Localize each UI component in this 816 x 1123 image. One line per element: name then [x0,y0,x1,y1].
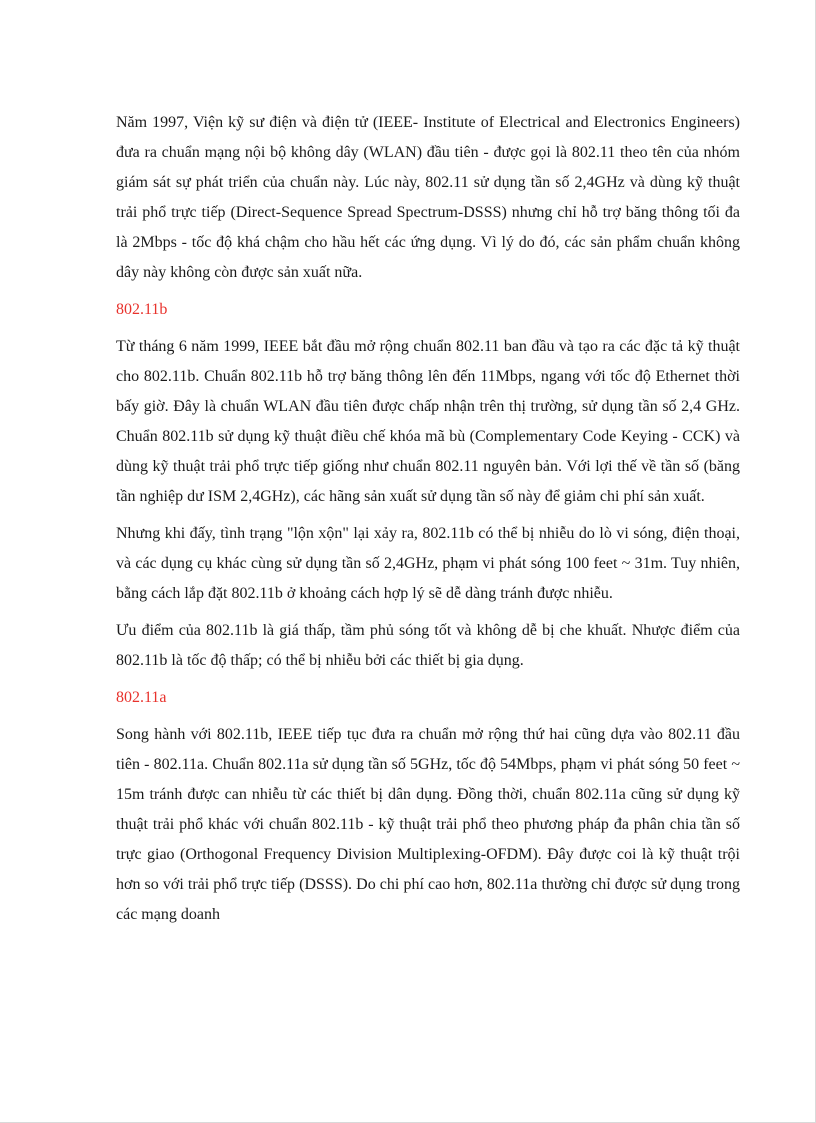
paragraph-ieee-802-11-intro: Năm 1997, Viện kỹ sư điện và điện tử (IEEE- Institute of Electrical and Electronics Engineers) đưa ra chuẩn mạng nội bộ không dây (WLAN) đầu tiên - được gọi là 802.11 theo tên của nhóm giám sát sự phát triển của chuẩn này. Lúc này, 802.11 sử dụng tần số 2,4GHz và dùng kỹ thuật trải phổ trực tiếp (Direct-Sequence Spread Spectrum-DSSS) nhưng chỉ hỗ trợ băng thông tối đa là 2Mbps - tốc độ khá chậm cho hầu hết các ứng dụng. Vì lý do đó, các sản phẩm chuẩn không dây này không còn được sản xuất nữa. [116,114,740,281]
paragraph-802-11b-spec: Từ tháng 6 năm 1999, IEEE bắt đầu mở rộng chuẩn 802.11 ban đầu và tạo ra các đặc tả kỹ thuật cho 802.11b. Chuẩn 802.11b hỗ trợ băng thông lên đến 11Mbps, ngang với tốc độ Ethernet thời bấy giờ. Đây là chuẩn WLAN đầu tiên được chấp nhận trên thị trường, sử dụng tần số 2,4 GHz. Chuẩn 802.11b sử dụng kỹ thuật điều chế khóa mã bù (Complementary Code Keying - CCK) và dùng kỹ thuật trải phổ trực tiếp giống như chuẩn 802.11 nguyên bản. Với lợi thế về tần số (băng tần nghiệp dư ISM 2,4GHz), các hãng sản xuất sử dụng tần số này để giảm chi phí sản xuất. [116,338,740,505]
paragraph-802-11b-pros-cons: Ưu điểm của 802.11b là giá thấp, tầm phủ sóng tốt và không dễ bị che khuất. Nhược điểm của 802.11b là tốc độ thấp; có thể bị nhiễu bởi các thiết bị gia dụng. [116,622,740,669]
document-body [116,108,740,937]
section-heading-802-11b: 802.11b [116,301,168,318]
section-heading-802-11a: 802.11a [116,689,167,706]
paragraph-802-11b-interference: Nhưng khi đấy, tình trạng "lộn xộn" lại xảy ra, 802.11b có thể bị nhiễu do lò vi sóng, điện thoại, và các dụng cụ khác cùng sử dụng tần số 2,4GHz, phạm vi phát sóng 100 feet ~ 31m. Tuy nhiên, bằng cách lắp đặt 802.11b ở khoảng cách hợp lý sẽ dễ dàng tránh được nhiễu. [116,525,740,602]
paragraph-802-11a-spec: Song hành với 802.11b, IEEE tiếp tục đưa ra chuẩn mở rộng thứ hai cũng dựa vào 802.11 đầu tiên - 802.11a. Chuẩn 802.11a sử dụng tần số 5GHz, tốc độ 54Mbps, phạm vi phát sóng 50 feet ~ 15m tránh được can nhiễu từ các thiết bị dân dụng. Đồng thời, chuẩn 802.11a cũng sử dụng kỹ thuật trải phổ khác với chuẩn 802.11b - kỹ thuật trải phổ theo phương pháp đa phân chia tần số trực giao (Orthogonal Frequency Division Multiplexing-OFDM). Đây được coi là kỹ thuật trội hơn so với trải phổ trực tiếp (DSSS). Do chi phí cao hơn, 802.11a thường chỉ được sử dụng trong các mạng doanh [116,726,740,923]
